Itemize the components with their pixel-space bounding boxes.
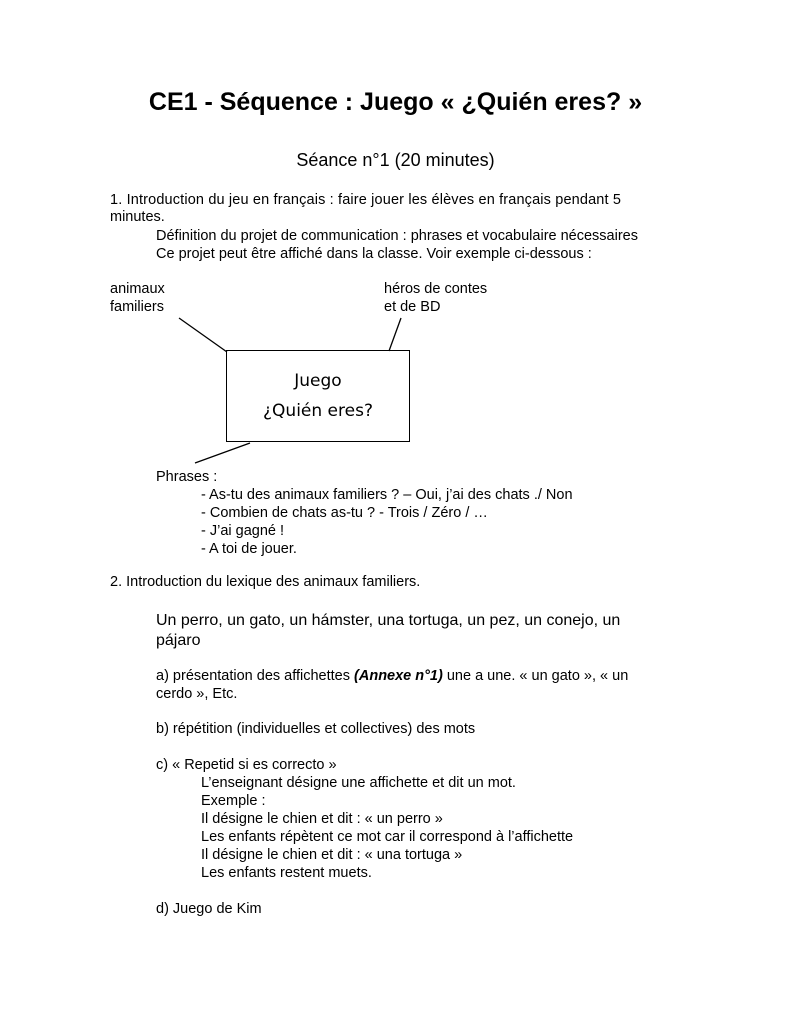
step-d: d) Juego de Kim [156,901,262,917]
page-title: CE1 - Séquence : Juego « ¿Quién eres? » [148,88,643,116]
step-c-item: Il désigne le chien et dit : « una tortuga » [201,847,463,863]
definition-line1: Définition du projet de communication : phrases et vocabulaire nécessaires [156,228,638,244]
step-a-pre: a) présentation des affichettes [156,668,355,684]
step-c-heading: c) « Repetid si es correcto » [156,757,337,773]
step-c-item: Il désigne le chien et dit : « un perro » [201,811,443,827]
phrase-item: - As-tu des animaux familiers ? – Oui, j’ai des chats ./ Non [201,487,573,503]
diagram-label-right-2: et de BD [384,299,441,315]
phrase-item: - J’ai gagné ! [201,523,285,539]
diagram-label-left-2: familiers [110,299,164,315]
box-line-2: ¿Quién eres? [263,401,373,421]
connector-line-bottom [195,443,250,463]
step-a-post: une a une. « un gato », « un [442,668,629,684]
diagram-label-right-1: héros de contes [384,281,488,297]
step-a-line1 [156,667,628,685]
step-c-item: L’enseignant désigne une affichette et dit un mot. [201,775,516,791]
step-c-item: Exemple : [201,793,266,809]
session-subtitle: Séance n°1 (20 minutes) [296,150,495,170]
step-c-item: Les enfants répètent ce mot car il correspond à l’affichette [201,829,574,845]
diagram-label-left-1: animaux [110,281,165,297]
phrase-item: - A toi de jouer. [201,541,297,557]
annexe-reference: (Annexe n°1) [354,668,443,684]
phrase-item: - Combien de chats as-tu ? - Trois / Zéro / … [201,505,488,521]
game-title-box [226,350,410,442]
connector-line-left [179,318,227,352]
step-c-item: Les enfants restent muets. [201,865,372,881]
section1-line1-text: 1. Introduction du jeu en français : faire jouer les élèves en français pendant 5 [110,192,622,208]
box-line-1: Juego [294,371,342,391]
definition-line2: Ce projet peut être affiché dans la classe. Voir exemple ci-dessous : [156,246,592,262]
section2-heading: 2. Introduction du lexique des animaux familiers. [110,574,421,590]
section1-line2: minutes. [110,209,165,225]
vocab-line-1: Un perro, un gato, un hámster, una tortuga, un pez, un conejo, un [156,612,621,629]
phrases-heading: Phrases : [156,469,218,485]
vocab-line-2: pájaro [156,632,201,649]
connector-line-right [389,318,401,351]
step-a-line2: cerdo », Etc. [156,686,238,702]
step-b: b) répétition (individuelles et collectives) des mots [156,721,476,737]
